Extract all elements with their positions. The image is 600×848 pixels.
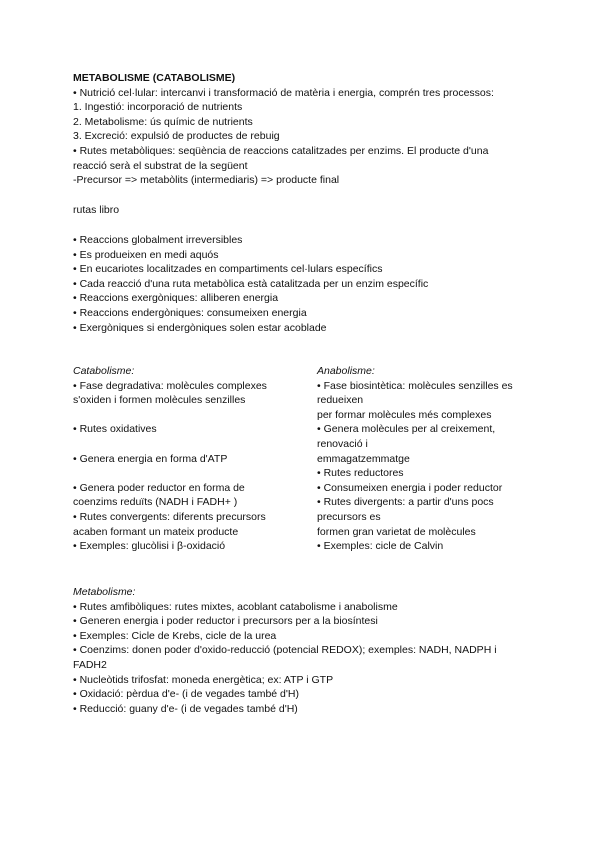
catabolisme-line: • Genera energia en forma d'ATP <box>73 452 228 465</box>
metabolisme-line: • Exemples: Cicle de Krebs, cicle de la urea <box>73 629 277 642</box>
anabolisme-line: • Consumeixen energia i poder reductor <box>317 481 503 494</box>
intro-line: 1. Ingestió: incorporació de nutrients <box>73 101 243 114</box>
metabolisme-line: • Reducció: guany d'e- (i de vegades també d'H) <box>73 702 298 715</box>
metabolisme-line: • Rutes amfibòliques: rutes mixtes, acoblant catabolisme i anabolisme <box>73 600 398 613</box>
section-label-text: rutas libro <box>73 204 120 216</box>
metabolisme-heading: Metabolisme: <box>73 586 136 598</box>
metabolisme-section <box>73 585 543 716</box>
catabolisme-line: • Exemples: glucòlisi i β-oxidació <box>73 540 226 553</box>
catabolisme-line: • Rutes oxidatives <box>73 423 157 436</box>
property-item: • Reaccions endergòniques: consumeixen energia <box>73 306 307 319</box>
anabolisme-line: per formar molècules més complexes <box>317 408 492 421</box>
property-item: • Es produeixen en medi aquós <box>73 248 219 261</box>
property-item: • En eucariotes localitzades en compartiments cel·lulars específics <box>73 263 383 276</box>
anabolisme-line: • Rutes reductores <box>317 467 404 480</box>
anabolisme-line: renovació i <box>317 437 368 450</box>
catabolisme-line: coenzims reduïts (NADH i FADH+ ) <box>73 496 238 509</box>
intro-line: -Precursor => metabòlits (intermediaris) => producte final <box>73 174 340 187</box>
property-item: • Cada reacció d'una ruta metabòlica està catalitzada per un enzim específic <box>73 277 429 290</box>
catabolisme-line: acaben formant un mateix producte <box>73 525 239 538</box>
anabolisme-line: redueixen <box>317 394 364 407</box>
property-item: • Exergòniques si endergòniques solen estar acoblade <box>73 321 327 334</box>
anabolisme-line: precursors es <box>317 510 381 523</box>
anabolisme-line: • Genera molècules per al creixement, <box>317 423 496 436</box>
anabolisme-line: • Rutes divergents: a partir d'uns pocs <box>317 496 494 509</box>
catabolisme-heading: Catabolisme: <box>73 365 135 377</box>
intro-line: • Rutes metabòliques: seqüència de reaccions catalitzades per enzims. El producte d'una <box>73 144 489 157</box>
intro-line: 2. Metabolisme: ús químic de nutrients <box>73 115 253 128</box>
anabolisme-line: • Exemples: cicle de Calvin <box>317 540 444 553</box>
anabolisme-line: formen gran varietat de molècules <box>317 525 476 538</box>
catabolisme-line: • Rutes convergents: diferents precursors <box>73 510 266 523</box>
intro-section <box>73 71 543 188</box>
section-label <box>73 203 543 218</box>
metabolisme-line: • Oxidació: pèrdua d'e- (i de vegades també d'H) <box>73 688 299 701</box>
catabolisme-line: • Genera poder reductor en forma de <box>73 481 245 494</box>
intro-line: reacció serà el substrat de la següent <box>73 159 248 172</box>
catabolisme-line: • Fase degradativa: molècules complexes <box>73 379 267 392</box>
anabolisme-line: • Fase biosintètica: molècules senzilles es <box>317 379 513 392</box>
properties-list <box>73 233 543 335</box>
document-title: METABOLISME (CATABOLISME) <box>73 72 236 84</box>
intro-line: • Nutrició cel·lular: intercanvi i transformació de matèria i energia, comprén tres processos: <box>73 86 494 99</box>
property-item: • Reaccions exergòniques: alliberen energia <box>73 292 279 305</box>
anabolisme-column <box>317 364 542 554</box>
property-item: • Reaccions globalment irreversibles <box>73 234 243 246</box>
anabolisme-line: emmagatzemmatge <box>317 452 410 465</box>
intro-line: 3. Excreció: expulsió de productes de rebuig <box>73 130 280 143</box>
catabolisme-column <box>73 364 298 554</box>
anabolisme-heading: Anabolisme: <box>317 365 375 377</box>
metabolisme-line: FADH2 <box>73 658 107 671</box>
metabolisme-line: • Coenzims: donen poder d'oxido-reducció (potencial REDOX); exemples: NADH, NADPH i <box>73 644 497 657</box>
metabolisme-line: • Generen energia i poder reductor i precursors per a la biosíntesi <box>73 615 378 628</box>
catabolisme-line: s'oxiden i formen molècules senzilles <box>73 394 246 407</box>
metabolisme-line: • Nucleòtids trifosfat: moneda energètica; ex: ATP i GTP <box>73 673 334 686</box>
